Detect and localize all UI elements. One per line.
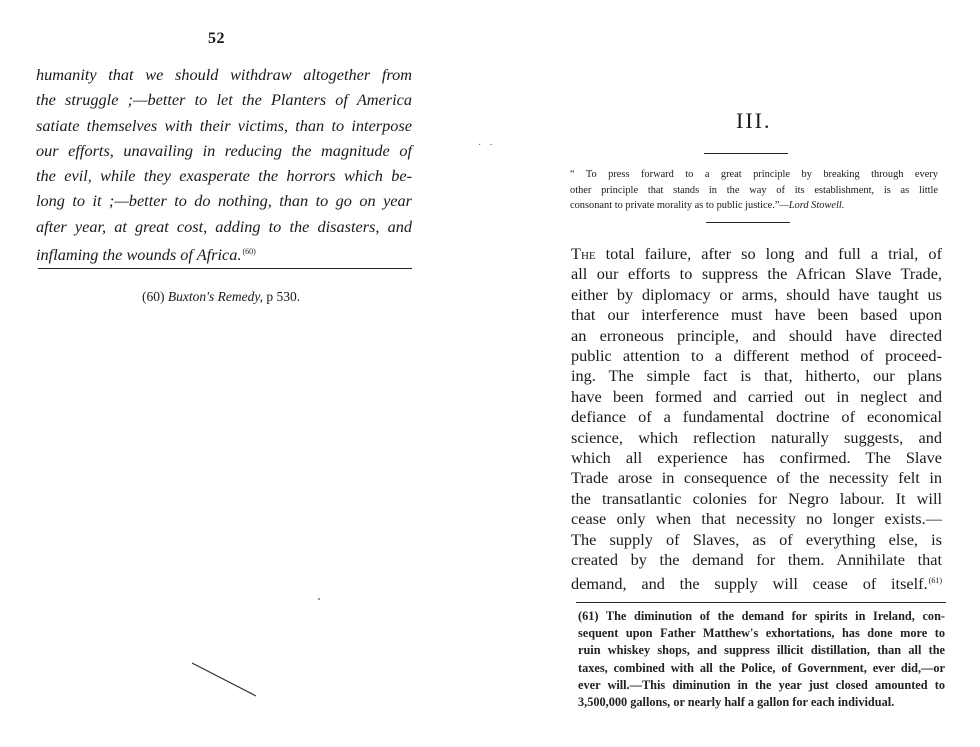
text-line-content: total failure, after so long and full a trial, of xyxy=(595,244,942,263)
footnote-ref-61[interactable]: (61) xyxy=(928,575,942,585)
text-line: cease only when that necessity no longer exists.— xyxy=(571,509,942,529)
text-line-last xyxy=(36,239,412,267)
text-line: defiance of a fundamental doctrine of economical xyxy=(571,407,942,427)
text-line: ing. The simple fact is that, hitherto, our plans xyxy=(571,366,942,386)
text-line: long to it ;—better to do nothing, than to go on year xyxy=(36,191,412,211)
text-line: created by the demand for them. Annihilate that xyxy=(571,550,942,570)
text-line: humanity that we should withdraw altogether from xyxy=(36,65,412,84)
footnote-line-last: 3,500,000 gallons, or nearly half a gallon for each individual. xyxy=(578,695,895,710)
text-line: the struggle ;—better to let the Planters of America xyxy=(36,90,412,110)
footnote-line: taxes, combined with all the Police, of Government, ever did,—or xyxy=(578,660,945,675)
epigraph xyxy=(570,167,938,214)
text-line: science, which reflection naturally suggests, and xyxy=(571,427,942,447)
epigraph-text: consonant to private morality as to public justice.” xyxy=(570,200,780,211)
footnote-60 xyxy=(142,289,300,305)
text-line: either by diplomacy or arms, should have taught us xyxy=(571,284,942,304)
footnote-divider xyxy=(38,268,412,269)
right-body-text xyxy=(571,244,942,594)
text-line: Trade arose in consequence of the necessity felt in xyxy=(571,468,942,488)
text-line-last xyxy=(571,571,942,594)
text-line: all our efforts to suppress the African Slave Trade, xyxy=(571,264,942,284)
epigraph-line: other principle that stands in the way of its establishment, is as little xyxy=(570,184,938,196)
footnote-marker: (60) xyxy=(142,289,165,304)
epigraph-divider xyxy=(706,222,790,223)
pen-mark xyxy=(190,660,260,700)
gutter-specks: ·· xyxy=(478,140,501,151)
opening-word: The xyxy=(571,244,596,263)
left-body-text xyxy=(36,62,412,267)
text-line: satiate themselves with their victims, than to interpose xyxy=(36,115,412,135)
footnote-ref-60[interactable]: (60) xyxy=(242,247,256,257)
text-line-first xyxy=(571,244,942,264)
footnote-page: p 530. xyxy=(266,289,301,304)
footnote-line: ruin whiskey shops, and suppress illicit distillation, than all the xyxy=(578,643,945,658)
footnote-line: sequent upon Father Matthew's exhortations, has done more to xyxy=(578,626,945,641)
footnote-line: ever will.—This diminution in the year just closed amounted to xyxy=(578,677,945,692)
heading-divider xyxy=(704,153,788,154)
pen-mark-line xyxy=(192,663,256,696)
text-line-content: demand, and the supply will cease of itself. xyxy=(571,573,928,593)
text-line: after year, at great cost, adding to the disasters, and xyxy=(36,216,412,236)
footnote-61 xyxy=(578,608,945,711)
footnote-source: Buxton's Remedy, xyxy=(167,289,263,304)
text-line-content: inflaming the wounds of Africa. xyxy=(36,245,242,265)
right-page xyxy=(490,0,980,747)
footnote-divider xyxy=(576,602,946,603)
chapter-heading: III. xyxy=(736,108,772,133)
text-line: that our interference must have been based upon xyxy=(571,305,942,325)
page-speck xyxy=(318,598,320,600)
text-line: the evil, while they exasperate the horrors which be- xyxy=(36,166,412,186)
text-line: which all experience has confirmed. The Slave xyxy=(571,448,942,468)
text-line: the transatlantic colonies for Negro labour. It will xyxy=(571,488,942,508)
epigraph-line-last xyxy=(570,198,938,214)
text-line: an erroneous principle, and should have directed xyxy=(571,325,942,345)
page-number: 52 xyxy=(208,30,225,47)
text-line: public attention to a different method of proceed- xyxy=(571,346,942,366)
epigraph-attribution: —Lord Stowell. xyxy=(779,200,845,211)
text-line: The supply of Slaves, as of everything else, is xyxy=(571,529,942,549)
text-line: our efforts, unavailing in reducing the magnitude of xyxy=(36,140,412,160)
text-line: have been formed and carried out in neglect and xyxy=(571,386,942,406)
footnote-line: (61) The diminution of the demand for spirits in Ireland, con- xyxy=(578,609,945,623)
epigraph-line: “ To press forward to a great principle by breaking through every xyxy=(570,169,938,180)
